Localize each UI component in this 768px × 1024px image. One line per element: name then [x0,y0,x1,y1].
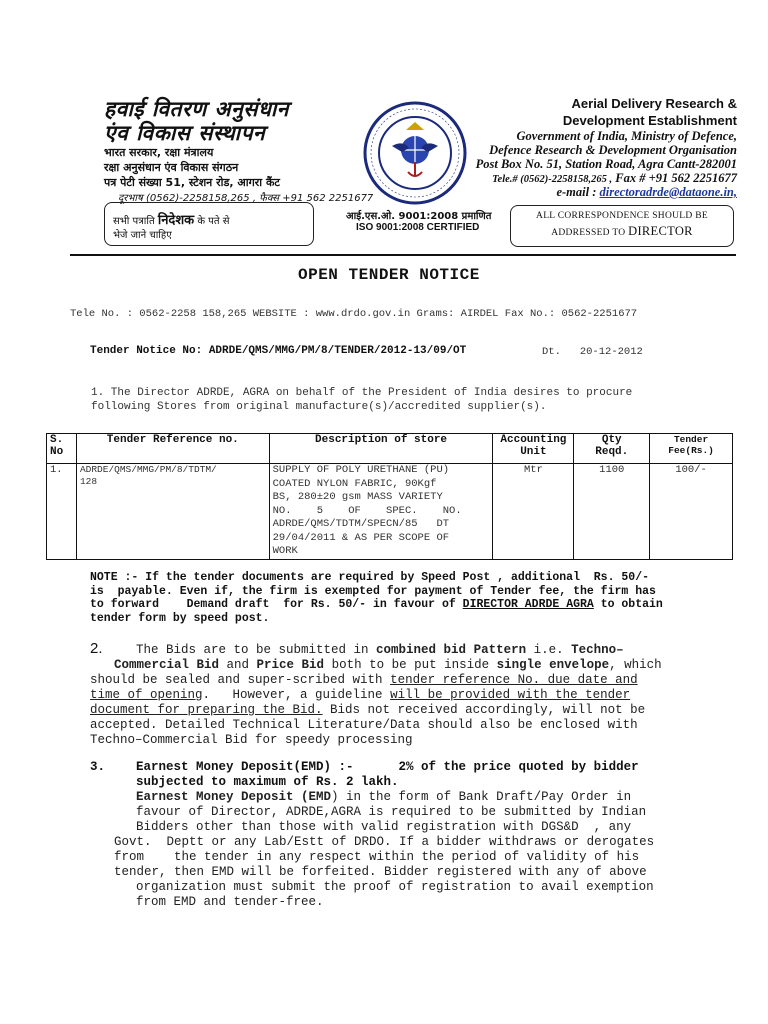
header-divider [70,254,736,256]
para1-line1: 1. The Director ADRDE, AGRA on behalf of the President of India desires to procure [91,387,633,399]
org-name-english-line1: Aerial Delivery Research & [571,96,737,111]
director-adrde-agra: DIRECTOR ADRDE AGRA [462,598,594,611]
page-title: OPEN TENDER NOTICE [298,266,480,284]
cell-description: SUPPLY OF POLY URETHANE (PU) COATED NYLON FABRIC, 90Kgf BS, 280±20 gsm MASS VARIETY NO. 5 OF SPEC. NO. ADRDE/QMS/TDTM/SPECN/85 DT 29/04/2011 & AS PER SCOPE OF WORK [269,464,493,560]
drdo-line: Defence Research & Development Organisation [489,143,737,157]
contact-line: Tele No. : 0562-2258 158,265 WEBSITE : www.drdo.gov.in Grams: AIRDEL Fax No.: 0562-2251677 [70,308,638,320]
col-qty: Qty Reqd. [574,434,650,464]
para3-line1: Earnest Money Deposit (EMD) in the form of Bank Draft/Pay Order in [136,790,632,804]
para3-number: 3. [90,760,106,774]
col-description: Description of store [269,434,493,464]
cell-sno: 1. [47,464,77,560]
para2-line1: The Bids are to be submitted in combined bid Pattern i.e. Techno– [136,643,624,657]
table-row [47,464,733,560]
org-name-hindi-line1: हवाई वितरण अनुसंधान [104,97,289,121]
cell-qty: 1100 [574,464,650,560]
para3-line5: from the tender in any respect within the period of validity of his [114,850,640,864]
director-text: DIRECTOR [628,224,693,238]
para3-line4: Govt. Deptt or any Lab/Estt of DRDO. If a bidder withdraws or derogates [114,835,655,849]
cell-tender-ref: ADRDE/QMS/MMG/PM/8/TDTM/ 128 [76,464,269,560]
para2-line2: Commercial Bid and Price Bid both to be put inside single envelope, which [114,658,662,672]
cell-fee: 100/- [650,464,733,560]
para3-emd-max: subjected to maximum of Rs. 2 lakh. [136,775,399,789]
para2-line4: time of opening. However, a guideline will be provided with the tender [90,688,631,702]
para3-line3: Bidders other than those with valid registration with DGS&D , any [136,820,632,834]
govt-line: Government of India, Ministry of Defence, [516,129,737,143]
tender-date-value: 20-12-2012 [579,346,643,358]
tele-text: Tele.# (0562)-2258158,265 , [492,174,613,185]
tender-date-label: Dt. [542,346,561,358]
para3-line2: favour of Director, ADRDE,AGRA is required to be submitted by Indian [136,805,647,819]
cell-unit: Mtr [493,464,574,560]
address-hindi: पत्र पेटी संख्या 51, स्टेशन रोड, आगरा कैंट [104,176,280,189]
para2-line3: should be sealed and super-scribed with tender reference No. due date and [90,673,638,687]
address-line: Post Box No. 51, Station Road, Agra Cantt-282001 [475,157,737,171]
email-link[interactable]: directoradrde@dataone.in, [599,185,737,199]
address-director-box-hindi [104,202,314,246]
correspondence-line2: ADDRESSED TO DIRECTOR [551,224,693,238]
box-hindi-line2: भेजे जाने चाहिए [113,230,172,241]
iso-english: ISO 9001:2008 CERTIFIED [356,222,480,233]
org-name-hindi-line2: एंव विकास संस्थापन [104,121,266,145]
col-tender-ref: Tender Reference no. [76,434,269,464]
para3-line6: tender, then EMD will be forfeited. Bidder registered with any of above [114,865,647,879]
para3-line7: organization must submit the proof of registration to avail exemption [136,880,654,894]
para2-line5: document for preparing the Bid. Bids not received accordingly, will not be [90,703,646,717]
iso-hindi: आई.एस.ओ. 9001:2008 प्रमाणित [346,211,492,222]
director-hindi-bold: निदेशक [157,213,195,228]
email-label: e-mail : [556,185,597,199]
tender-date [542,346,643,358]
table-header-row [47,434,733,464]
para1-line2: following Stores from original manufacture(s)/accredited supplier(s). [91,401,547,413]
correspondence-box [510,205,734,247]
box-hindi-line1: सभी पत्राति निदेशक के पते से [113,213,230,228]
para3-line8: from EMD and tender-free. [136,895,324,909]
drdo-hindi: रक्षा अनुसंधान एंव विकास संगठन [104,161,239,174]
org-name-english-line2: Development Establishment [562,113,737,128]
para2-number: 2. [90,640,103,657]
col-accounting-unit: Accounting Unit [493,434,574,464]
tender-notice-number: Tender Notice No: ADRDE/QMS/MMG/PM/8/TENDER/2012-13/09/OT [90,345,467,357]
para3-emd-heading: Earnest Money Deposit(EMD) :- 2% of the price quoted by bidder [136,760,639,774]
ministry-hindi: भारत सरकार, रक्षा मंत्रालय [104,146,214,159]
para2-line6: accepted. Detailed Technical Literature/Data should also be enclosed with [90,718,638,732]
tender-table [46,433,733,560]
email-line [417,185,737,200]
fax-text: Fax # +91 562 2251677 [615,171,737,185]
para2-line7: Techno–Commercial Bid for speedy processing [90,733,413,747]
speed-post-note: NOTE :- If the tender documents are required by Speed Post , additional Rs. 50/- is payable. Even if, the firm is exempted for payment of Tender fee, the firm has to forward Demand draft for Rs. 50/- in favour of DIRECTOR ADRDE AGRA to obtain tender form by speed post. [90,571,663,625]
correspondence-line1: ALL CORRESPONDENCE SHOULD BE [536,211,708,221]
col-tender-fee: Tender Fee(Rs.) [650,434,733,464]
col-sno: S. No [47,434,77,464]
phone-hindi: दूरभाष (0562)-2258158,265 , फैक्स +91 562 2251677 [118,193,374,204]
